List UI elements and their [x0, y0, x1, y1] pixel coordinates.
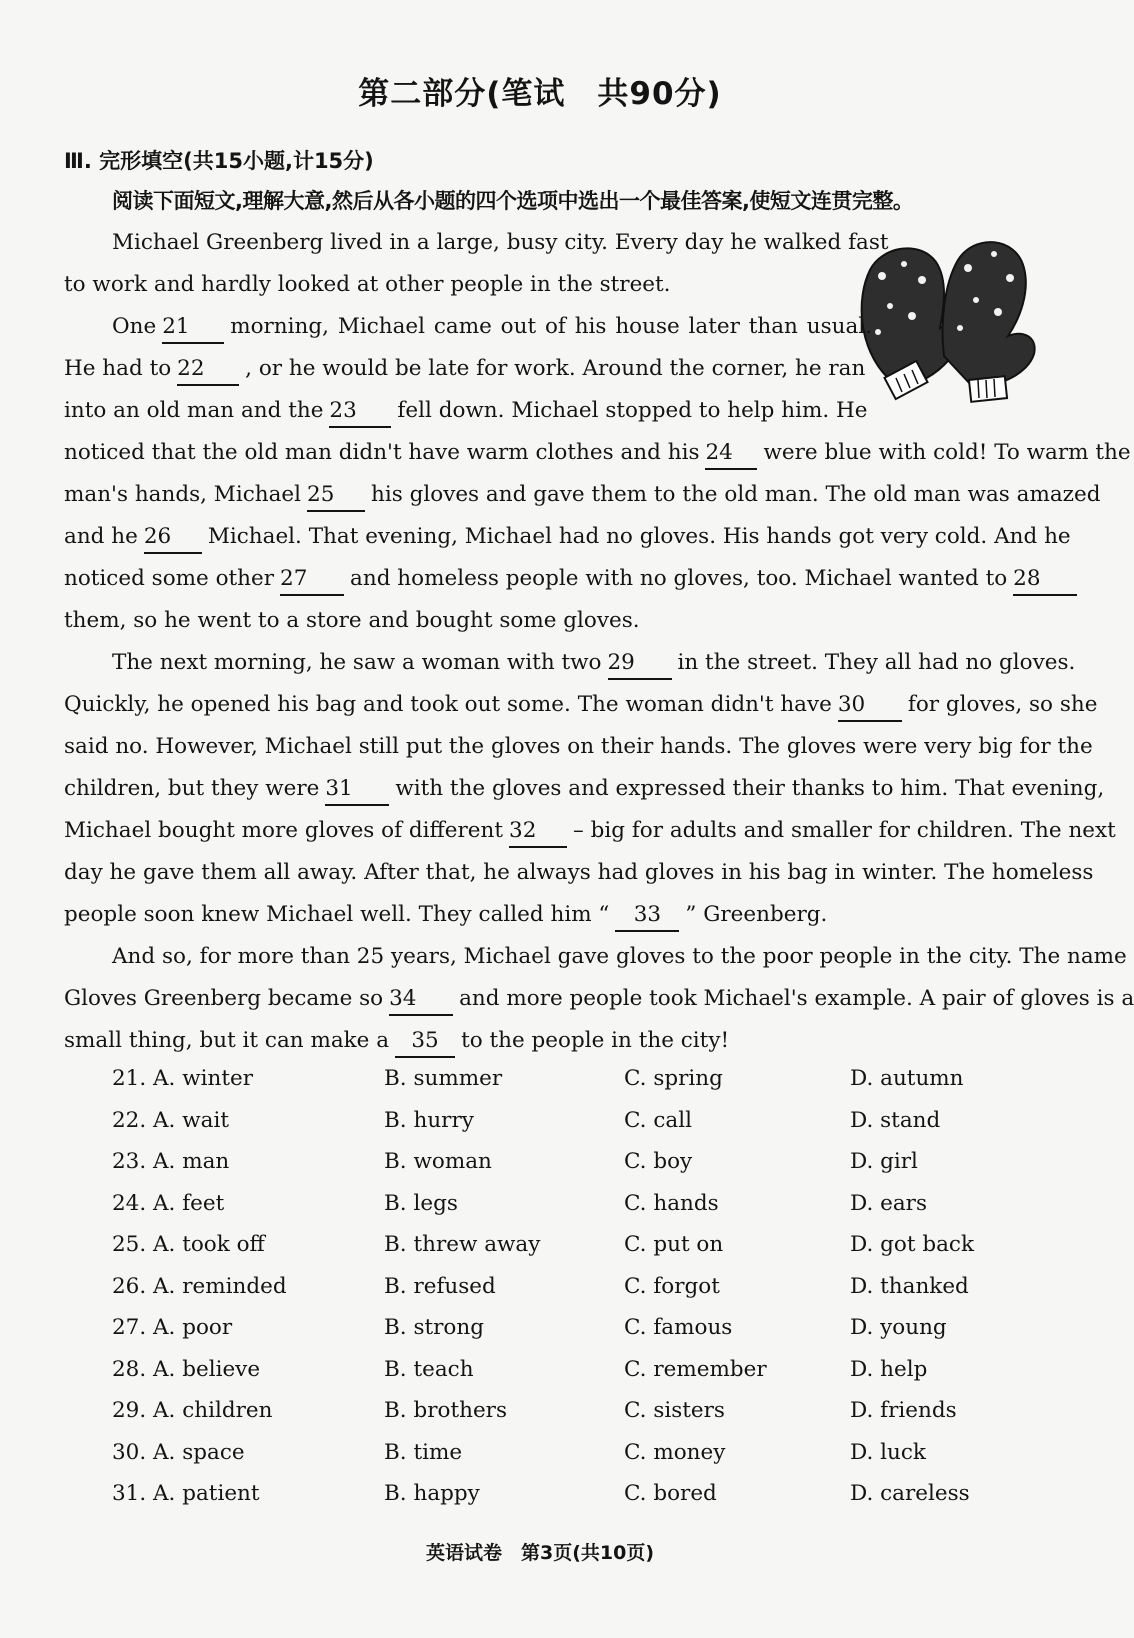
option-d: D. ears — [850, 1190, 927, 1216]
option-b: B. woman — [384, 1149, 492, 1174]
passage-text: them, so he went to a store and bought some gloves. — [64, 608, 640, 633]
option-b: B. refused — [384, 1273, 496, 1299]
option-c: C. remember — [624, 1356, 767, 1382]
passage-line — [64, 558, 1040, 600]
blank-35: 35 — [395, 1026, 455, 1058]
passage-text: people soon knew Michael well. They called him “ — [64, 902, 610, 927]
passage-text: his gloves and gave them to the old man. The old man was amazed — [371, 482, 1101, 507]
blank-22: 22 — [177, 354, 239, 386]
question-30-options — [112, 1432, 1042, 1474]
option-a: 21. A. winter — [112, 1066, 253, 1091]
part-title: 第二部分(笔试 共90分) — [358, 76, 722, 112]
blank-26: 26 — [144, 522, 202, 554]
passage-line — [64, 390, 868, 432]
blank-29: 29 — [608, 648, 672, 680]
question-27-options — [112, 1307, 1042, 1349]
passage-line — [64, 600, 1040, 642]
passage-text: Quickly, he opened his bag and took out some. The woman didn't have — [64, 692, 832, 717]
option-a: 26. A. reminded — [112, 1273, 287, 1299]
option-d: D. luck — [850, 1439, 926, 1465]
passage-line — [64, 432, 1131, 474]
page-footer: 英语试卷 第3页(共10页) — [425, 1542, 655, 1564]
passage-text: in the street. They all had no gloves. — [677, 650, 1076, 675]
option-a: 31. A. patient — [112, 1481, 260, 1506]
option-d: D. autumn — [850, 1066, 964, 1091]
option-a: 22. A. wait — [112, 1107, 229, 1133]
cloze-passage — [64, 222, 1134, 1062]
passage-text: man's hands, Michael — [64, 482, 302, 507]
passage-text: fell down. Michael stopped to help him. He — [397, 398, 868, 423]
passage-text: Michael. That evening, Michael had no gloves. His hands got very cold. And he — [207, 524, 1071, 549]
passage-text: – big for adults and smaller for children. The next — [573, 818, 1116, 843]
option-b: B. teach — [384, 1356, 474, 1382]
option-d: D. girl — [850, 1149, 918, 1174]
option-b: B. threw away — [384, 1232, 541, 1257]
passage-line — [64, 348, 866, 390]
passage-text: morning, Michael came out of his house later than usual. — [230, 314, 872, 339]
blank-24: 24 — [705, 438, 757, 470]
option-c: C. famous — [624, 1315, 733, 1340]
passage-line — [64, 852, 1094, 894]
passage-text: and he — [64, 524, 138, 549]
option-c: C. put on — [624, 1232, 724, 1257]
blank-34: 34 — [389, 984, 453, 1016]
question-23-options — [112, 1141, 1042, 1183]
blank-28: 28 — [1013, 564, 1077, 596]
passage-line — [64, 306, 872, 348]
passage-text: and homeless people with no gloves, too. Michael wanted to — [350, 566, 1008, 591]
option-c: C. boy — [624, 1149, 693, 1174]
blank-23: 23 — [329, 396, 391, 428]
passage-line — [64, 1020, 1040, 1062]
answer-options — [112, 1058, 1042, 1515]
option-a: 27. A. poor — [112, 1315, 233, 1340]
option-c: C. spring — [624, 1066, 723, 1091]
option-b: B. strong — [384, 1315, 484, 1340]
option-a: 28. A. believe — [112, 1356, 261, 1382]
passage-text: to the people in the city! — [461, 1028, 730, 1053]
option-b: B. happy — [384, 1481, 480, 1506]
passage-text: Michael bought more gloves of different — [64, 818, 504, 843]
blank-31: 31 — [325, 774, 389, 806]
blank-32: 32 — [509, 816, 567, 848]
passage-line — [64, 936, 1127, 978]
passage-text: children, but they were — [64, 776, 320, 801]
passage-text: , or he would be late for work. Around the corner, he ran — [245, 356, 866, 381]
passage-text: and more people took Michael's example. A pair of gloves is a — [459, 986, 1134, 1011]
question-29-options — [112, 1390, 1042, 1432]
passage-line — [64, 810, 1116, 852]
blank-21: 21 — [162, 312, 224, 344]
passage-text: noticed that the old man didn't have warm clothes and his — [64, 440, 700, 465]
option-b: B. hurry — [384, 1107, 474, 1133]
passage-text: The next morning, he saw a woman with two — [112, 650, 602, 675]
passage-line — [64, 978, 1134, 1020]
passage-line — [64, 474, 1101, 516]
passage-line — [64, 222, 889, 264]
option-d: D. got back — [850, 1232, 974, 1257]
passage-text: to work and hardly looked at other people in the street. — [64, 272, 671, 297]
passage-text: day he gave them all away. After that, he always had gloves in his bag in winter. The homeless — [64, 860, 1094, 885]
option-d: D. help — [850, 1356, 928, 1382]
passage-text: ” Greenberg. — [685, 902, 828, 927]
instruction-text: 阅读下面短文,理解大意,然后从各小题的四个选项中选出一个最佳答案,使短文连贯完整。 — [112, 189, 914, 213]
passage-text: were blue with cold! To warm the — [763, 440, 1131, 465]
passage-text: with the gloves and expressed their thanks to him. That evening, — [395, 776, 1105, 801]
option-c: C. forgot — [624, 1273, 720, 1299]
option-a: 23. A. man — [112, 1149, 230, 1174]
passage-line — [64, 516, 1071, 558]
question-31-options — [112, 1473, 1042, 1515]
passage-text: said no. However, Michael still put the gloves on their hands. The gloves were very big for the — [64, 734, 1093, 759]
option-c: C. call — [624, 1107, 692, 1133]
question-24-options — [112, 1183, 1042, 1225]
option-c: C. bored — [624, 1481, 717, 1506]
passage-text: And so, for more than 25 years, Michael gave gloves to the poor people in the city. The name — [112, 944, 1127, 969]
option-a: 24. A. feet — [112, 1190, 225, 1216]
blank-30: 30 — [838, 690, 902, 722]
question-28-options — [112, 1349, 1042, 1391]
blank-25: 25 — [307, 480, 365, 512]
option-c: C. money — [624, 1439, 726, 1465]
option-b: B. legs — [384, 1190, 458, 1216]
passage-text: for gloves, so she — [907, 692, 1098, 717]
question-26-options — [112, 1266, 1042, 1308]
option-d: D. thanked — [850, 1273, 969, 1299]
passage-text: noticed some other — [64, 566, 275, 591]
blank-27: 27 — [280, 564, 344, 596]
option-c: C. sisters — [624, 1398, 725, 1423]
passage-text: Michael Greenberg lived in a large, busy city. Every day he walked fast — [112, 230, 889, 255]
passage-text: small thing, but it can make a — [64, 1028, 390, 1053]
passage-line — [64, 894, 1040, 936]
option-d: D. friends — [850, 1398, 957, 1423]
section-title: Ⅲ. 完形填空(共15小题,计15分) — [64, 149, 374, 173]
passage-line — [64, 642, 1076, 684]
option-c: C. hands — [624, 1190, 719, 1216]
passage-text: One — [112, 314, 157, 339]
passage-line — [64, 264, 1040, 306]
passage-line — [64, 768, 1105, 810]
option-b: B. time — [384, 1439, 463, 1465]
option-b: B. summer — [384, 1066, 503, 1091]
option-a: 29. A. children — [112, 1398, 273, 1423]
passage-line — [64, 684, 1098, 726]
question-25-options — [112, 1224, 1042, 1266]
option-b: B. brothers — [384, 1398, 507, 1423]
question-21-options — [112, 1058, 1042, 1100]
question-22-options — [112, 1100, 1042, 1142]
option-d: D. careless — [850, 1481, 970, 1506]
passage-text: Gloves Greenberg became so — [64, 986, 384, 1011]
option-a: 25. A. took off — [112, 1232, 265, 1257]
passage-text: into an old man and the — [64, 398, 324, 423]
option-d: D. young — [850, 1315, 947, 1340]
passage-text: He had to — [64, 356, 172, 381]
option-d: D. stand — [850, 1107, 941, 1133]
option-a: 30. A. space — [112, 1439, 245, 1465]
passage-line — [64, 726, 1093, 768]
blank-33: 33 — [615, 900, 679, 932]
